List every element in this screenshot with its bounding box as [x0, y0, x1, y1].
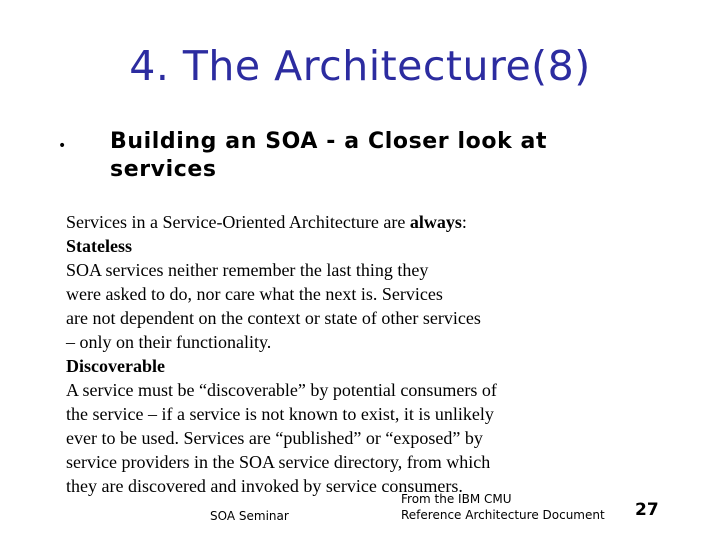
- discoverable-line: they are discovered and invoked by service consumers.: [66, 476, 463, 496]
- intro-bold: always: [409, 212, 462, 232]
- discoverable-line: service providers in the SOA service directory, from which: [66, 452, 491, 472]
- footer-source: [401, 491, 605, 523]
- page-number: 27: [635, 500, 659, 520]
- footer-source-line-2: Reference Architecture Document: [401, 508, 605, 522]
- stateless-line: SOA services neither remember the last thing they: [66, 260, 429, 280]
- footer-source-line-1: From the IBM CMU: [401, 492, 512, 506]
- discoverable-line: the service – if a service is not known to exist, it is unlikely: [66, 404, 494, 424]
- intro-prefix: Services in a Service-Oriented Architecture are: [66, 212, 410, 232]
- heading-line-1: Building an SOA - a Closer look at: [110, 129, 548, 154]
- term-stateless: Stateless: [66, 236, 132, 256]
- stateless-line: are not dependent on the context or state of other services: [66, 308, 481, 328]
- bullet-marker: •: [58, 138, 67, 154]
- slide-heading: [110, 128, 670, 184]
- stateless-line: were asked to do, nor care what the next is. Services: [66, 284, 443, 304]
- heading-line-2: services: [110, 157, 217, 182]
- slide-body: [66, 210, 586, 498]
- intro-suffix: :: [461, 212, 467, 232]
- discoverable-line: A service must be “discoverable” by potential consumers of: [66, 380, 497, 400]
- term-discoverable: Discoverable: [66, 356, 165, 376]
- footer-seminar: SOA Seminar: [210, 509, 289, 523]
- discoverable-line: ever to be used. Services are “published” or “exposed” by: [66, 428, 483, 448]
- intro-line: [66, 210, 586, 234]
- slide-title: 4. The Architecture(8): [129, 42, 591, 90]
- stateless-line: – only on their functionality.: [66, 332, 272, 352]
